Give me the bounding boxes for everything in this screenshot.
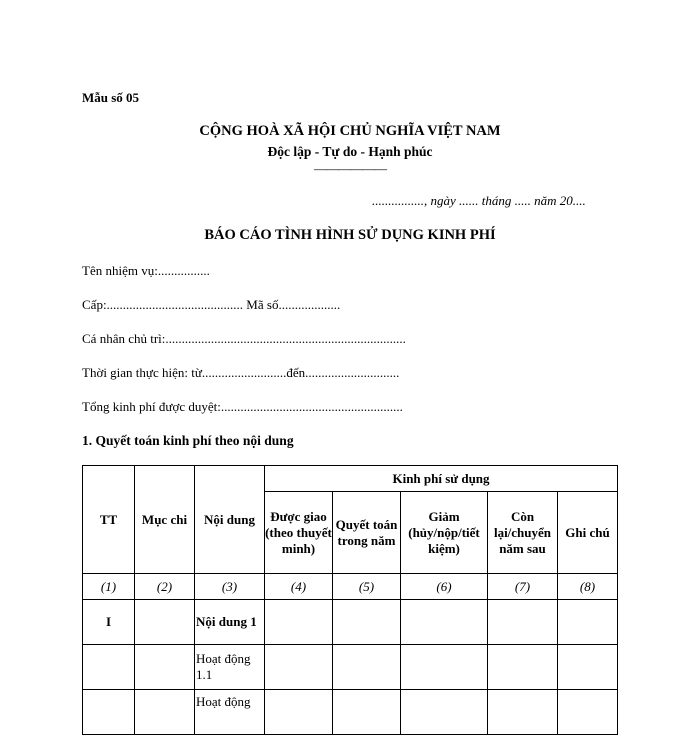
header-con-lai: Còn lại/chuyển năm sau [488,492,558,574]
header-noi-dung: Nội dung [195,466,265,574]
cell-tt [83,645,135,690]
header-quyet-toan: Quyết toán trong năm [333,492,401,574]
col-number: (5) [333,574,401,600]
report-title: BÁO CÁO TÌNH HÌNH SỬ DỤNG KINH PHÍ [204,227,496,243]
col-number: (4) [265,574,333,600]
cell-noi-dung: Hoạt động [195,690,265,735]
col-number: (3) [195,574,265,600]
header-tt: TT [83,466,135,574]
form-number: Mẫu số 05 [82,90,140,105]
date-line: ................, ngày ...... tháng ..... năm 20.... [372,193,586,208]
nation-title: CỘNG HOÀ XÃ HỘI CHỦ NGHĨA VIỆT NAM [199,123,501,139]
table-row [83,645,618,690]
field-task-name: Tên nhiệm vụ:................ [82,263,210,278]
field-principal-investigator: Cá nhân chủ trì:.......................................................................... [82,331,406,346]
cell-muc-chi [135,600,195,645]
budget-table [82,465,618,735]
cell-tt: I [83,600,135,645]
cell-tt [83,690,135,735]
col-number: (1) [83,574,135,600]
header-muc-chi: Mục chi [135,466,195,574]
header-duoc-giao: Được giao (theo thuyết minh) [265,492,333,574]
table-row [83,600,618,645]
col-number: (2) [135,574,195,600]
field-duration: Thời gian thực hiện: từ..........................đến............................. [82,365,400,380]
col-number: (7) [488,574,558,600]
cell-noi-dung: Nội dung 1 [195,600,265,645]
cell-noi-dung: Hoạt động 1.1 [195,645,265,690]
field-total-budget: Tổng kinh phí được duyệt:........................................................ [82,399,403,414]
header-kinh-phi-group: Kinh phí sử dụng [265,466,618,492]
field-level-code: Cấp:.......................................... Mã số................... [82,297,341,312]
header-giam: Giảm (hủy/nộp/tiết kiệm) [401,492,488,574]
col-number: (6) [401,574,488,600]
col-number: (8) [558,574,618,600]
cell-muc-chi [135,690,195,735]
motto-underline: —————— [314,161,386,176]
header-ghi-chu: Ghi chú [558,492,618,574]
table-row [83,690,618,735]
section-heading: 1. Quyết toán kinh phí theo nội dung [82,433,294,448]
cell-muc-chi [135,645,195,690]
national-motto: Độc lập - Tự do - Hạnh phúc [267,144,433,159]
